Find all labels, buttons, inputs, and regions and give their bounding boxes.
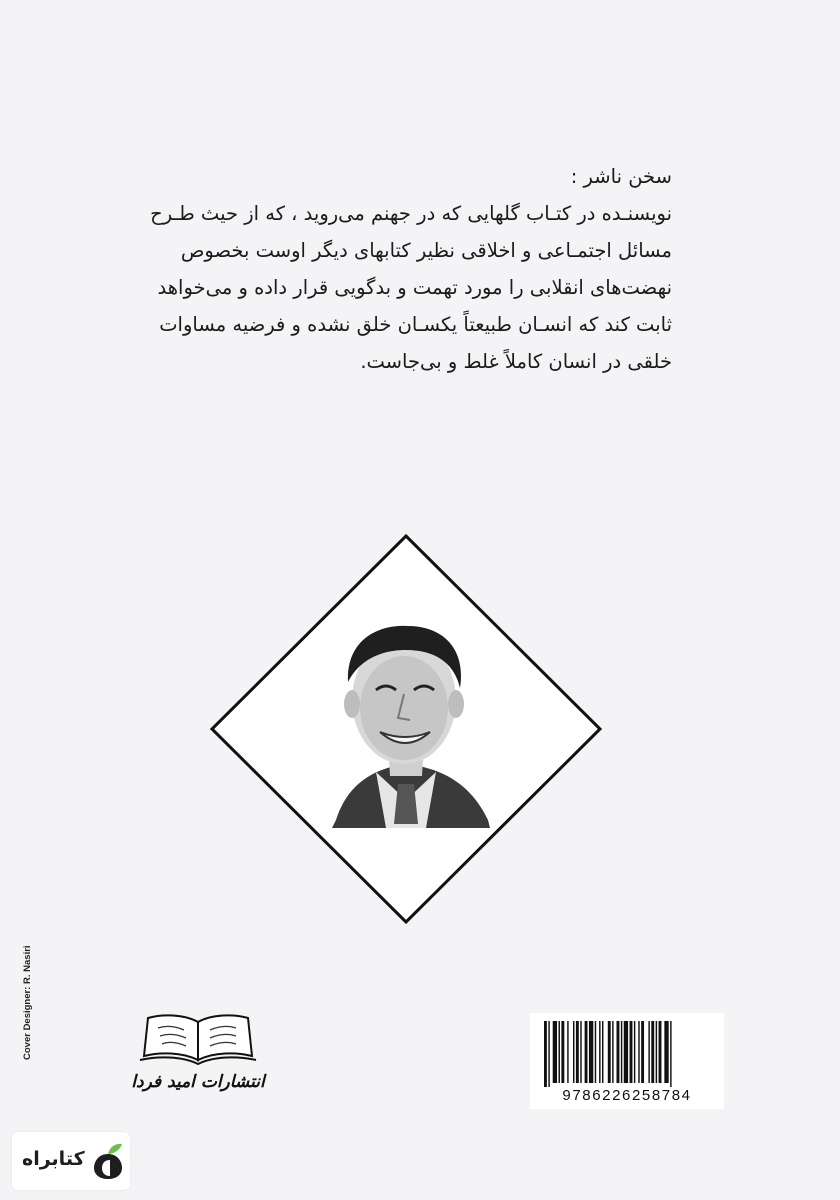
barcode-bar bbox=[544, 1021, 547, 1087]
barcode-bar bbox=[641, 1021, 644, 1083]
publisher-note-line: ثابت کند که انسـان طبیعتاً یکسـان خلق نشده و فرضیه مساوات bbox=[159, 313, 672, 336]
barcode-bar bbox=[624, 1021, 628, 1083]
barcode-bar bbox=[621, 1021, 622, 1083]
barcode-bar bbox=[573, 1021, 574, 1083]
publisher-note-line: خلقی در انسان کاملاً غلط و بی‌جاست. bbox=[360, 350, 672, 373]
barcode-bar bbox=[630, 1021, 633, 1083]
author-portrait-icon bbox=[208, 532, 604, 926]
barcode-bar bbox=[612, 1021, 613, 1083]
barcode-bar bbox=[648, 1021, 649, 1083]
publisher-note-line: نهضت‌های انقلابی را مورد تهمت و بدگویی قرار داده و می‌خواهد bbox=[157, 276, 672, 299]
barcode-bars bbox=[544, 1021, 710, 1087]
cover-designer-credit: Cover Designer: R. Nasiri bbox=[22, 945, 33, 1060]
barcode-bar bbox=[567, 1021, 568, 1083]
barcode-bar bbox=[617, 1021, 620, 1083]
barcode-bar bbox=[659, 1021, 662, 1083]
open-book-logo-icon bbox=[138, 1008, 258, 1066]
publisher-note-line: نویسنـده در کتـاب گلهایی که در جهنم می‌روید ، که از حیث طـرح bbox=[150, 202, 672, 225]
barcode-bar bbox=[595, 1021, 596, 1083]
isbn-barcode bbox=[530, 1013, 724, 1109]
ketabrah-wordmark: کتابراه bbox=[22, 1148, 85, 1170]
ketabrah-watermark[interactable] bbox=[12, 1132, 130, 1190]
barcode-bar bbox=[602, 1021, 603, 1083]
publisher-note-heading: سخن ناشر : bbox=[570, 165, 672, 188]
barcode-bar bbox=[651, 1021, 654, 1083]
barcode-bar bbox=[576, 1021, 579, 1083]
barcode-bar bbox=[670, 1021, 671, 1087]
publisher-note-line: مسائل اجتمـاعی و اخلاقی نظیر کتابهای دیگر اوست بخصوص bbox=[180, 239, 672, 262]
publisher-name: انتشارات امید فردا bbox=[131, 1072, 265, 1092]
barcode-bar bbox=[548, 1021, 549, 1087]
barcode-bar bbox=[561, 1021, 564, 1083]
publisher-note bbox=[150, 158, 672, 380]
barcode-bar bbox=[585, 1021, 588, 1083]
barcode-bar bbox=[638, 1021, 639, 1083]
barcode-bar bbox=[589, 1021, 593, 1083]
barcode-bar bbox=[553, 1021, 557, 1083]
barcode-bar bbox=[608, 1021, 611, 1083]
barcode-bar bbox=[634, 1021, 635, 1083]
barcode-bar bbox=[580, 1021, 581, 1083]
barcode-bar bbox=[656, 1021, 657, 1083]
ketabrah-logo-icon bbox=[94, 1142, 124, 1180]
barcode-bar bbox=[664, 1021, 668, 1083]
barcode-bar bbox=[599, 1021, 600, 1083]
publisher-logo bbox=[128, 1008, 268, 1092]
isbn-number: 9786226258784 bbox=[562, 1087, 692, 1104]
barcode-bar bbox=[559, 1021, 560, 1083]
portrait-frame bbox=[208, 532, 604, 926]
